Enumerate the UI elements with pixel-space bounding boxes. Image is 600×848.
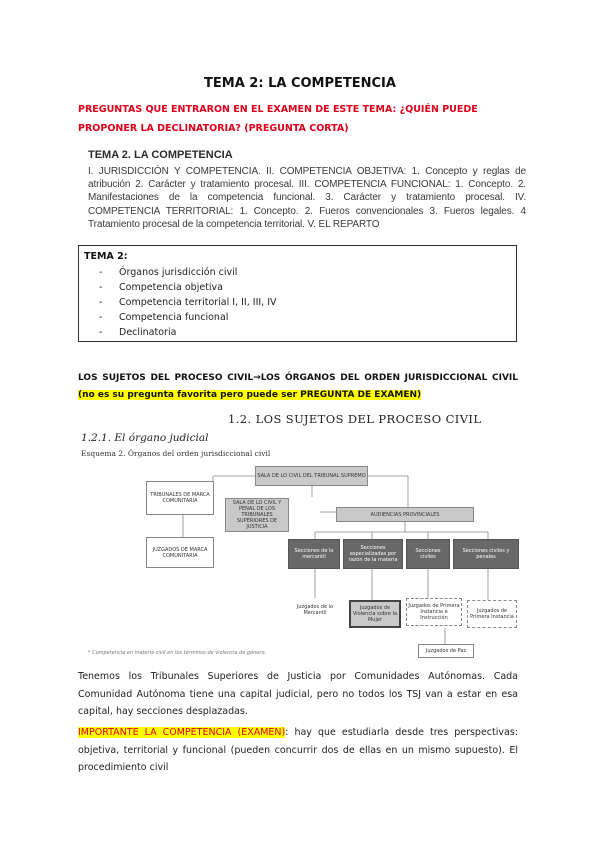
exam-question: PREGUNTAS QUE ENTRARON EN EL EXAMEN DE ESTE TEMA: ¿QUIÉN PUEDE PROPONER LA DECLINATORIA? (PREGUNTA CORTA): [78, 104, 478, 134]
node-supremo: SALA DE LO CIVIL DEL TRIBUNAL SUPREMO: [255, 466, 368, 486]
list-item: - Competencia objetiva: [99, 280, 516, 295]
list-item: - Declinatoria: [99, 325, 516, 340]
node-juz-primera: Juzgados de Primera Instancia: [467, 600, 517, 628]
node-juz-paz: Juzgados de Paz: [418, 644, 474, 658]
figure-footnote: * Competencia en materia civil en los términos de violencia de género.: [88, 650, 267, 656]
node-juzgados-marca: JUZGADOS DE MARCA COMUNITARIA: [146, 537, 214, 568]
node-juz-violencia: Juzgados de Violencia sobre la Mujer: [349, 600, 401, 628]
scanned-heading: TEMA 2. LA COMPETENCIA: [88, 149, 233, 161]
node-juz-mercantil: Juzgados de lo Mercantil: [290, 598, 340, 622]
list-item: - Competencia territorial I, II, III, IV: [99, 295, 516, 310]
figure-heading: 1.2. LOS SUJETOS DEL PROCESO CIVIL: [228, 412, 482, 426]
paragraph-tsj: Tenemos los Tribunales Superiores de Justicia por Comunidades Autónomas. Cada Comunidad Autónoma tiene una capital judicial, pero no todos los TSJ van a estar en esa capital, hay secciones desplazadas.: [78, 671, 518, 717]
node-tsj: SALA DE LO CIVIL Y PENAL DE LOS TRIBUNALES SUPERIORES DE JUSTICIA: [225, 498, 289, 532]
competencia-text: : hay que estudiarla desde tres perspectivas: objetiva, territorial y funcional (pueden concurrir dos de ellas en un mismo supuesto). El procedimiento civil: [78, 727, 518, 773]
figure-caption: Esquema 2. Órganos del orden jurisdiccional civil: [81, 449, 271, 458]
node-audiencias: AUDIENCIAS PROVINCIALES: [336, 507, 474, 522]
page-title: TEMA 2: LA COMPETENCIA: [204, 76, 396, 91]
node-juz-primera-instruccion: Juzgados de Primera Instancia e Instrucción: [406, 598, 462, 626]
node-secc-civiles-penales: Secciones civiles y penales: [453, 539, 519, 569]
figure-subheading: 1.2.1. El órgano judicial: [81, 432, 209, 444]
node-secc-especial: Secciones especializadas por razón de la materia: [343, 539, 403, 569]
competencia-highlight: IMPORTANTE LA COMPETENCIA (EXAMEN): [78, 727, 286, 738]
paragraph-competencia: [78, 724, 518, 777]
scanned-index: I. JURISDICCIÓN Y COMPETENCIA. II. COMPETENCIA OBJETIVA: 1. Concepto y reglas de atribución 2. Carácter y tratamiento procesal. III. COMPETENCIA FUNCIONAL: 1. Concepto. 2. Manifestaciones de la competencia funcional. 3. Carácter y tratamiento procesal. IV. COMPETENCIA TERRITORIAL: 1. Concepto. 2. Fueros convencionales 3. Fueros legales. 4 Tratamiento procesal de la competencia territorial. V. EL REPARTO: [88, 166, 526, 230]
subjects-highlight: (no es su pregunta favorita pero puede ser PREGUNTA DE EXAMEN): [78, 390, 422, 400]
summary-box-title: TEMA 2:: [84, 251, 128, 262]
subjects-text: LOS SUJETOS DEL PROCESO CIVIL→LOS ÓRGANOS DEL ORDEN JURISDICCIONAL CIVIL: [78, 373, 518, 383]
list-item: - Competencia funcional: [99, 310, 516, 325]
node-secc-civiles: Secciones civiles: [406, 539, 450, 569]
node-tribunal-marca: TRIBUNALES DE MARCA COMUNITARIA: [146, 481, 214, 515]
list-item: - Órganos jurisdicción civil: [99, 265, 516, 280]
node-secc-mercantil: Secciones de lo mercantil: [288, 539, 340, 569]
